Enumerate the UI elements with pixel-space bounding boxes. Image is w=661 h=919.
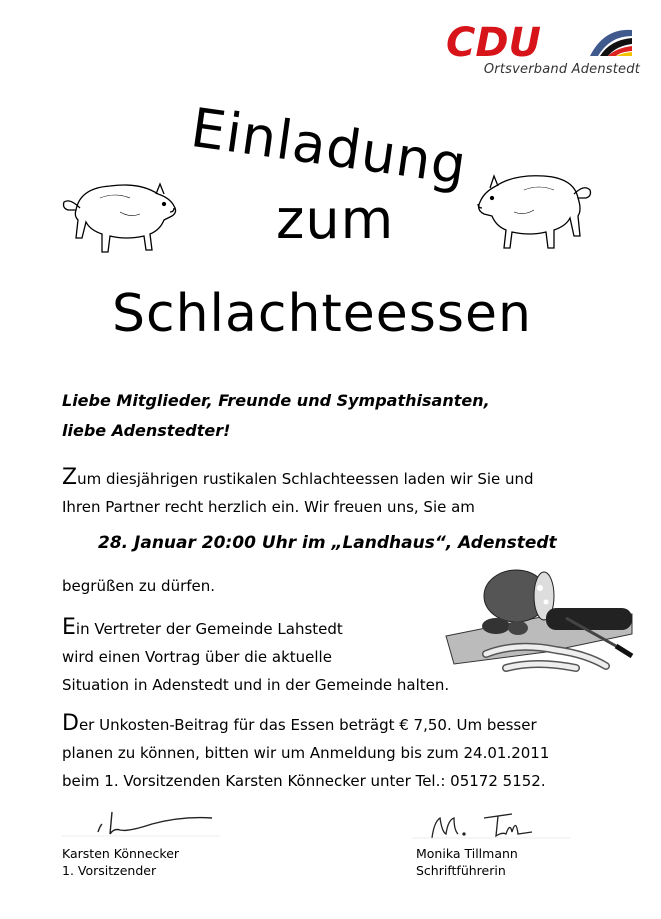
title-schlachteessen: Schlachteessen bbox=[112, 284, 532, 344]
title-einladung: Einladung bbox=[187, 96, 471, 198]
cost-paragraph bbox=[62, 710, 549, 795]
signature-image bbox=[412, 808, 572, 842]
dropcap: D bbox=[62, 711, 79, 736]
ortsverband-label: Ortsverband Adenstedt bbox=[483, 62, 640, 77]
signer-role: 1. Vorsitzender bbox=[62, 863, 157, 878]
speaker-paragraph bbox=[62, 614, 449, 699]
pig-illustration bbox=[60, 168, 180, 258]
salutation-line-2: liebe Adenstedter! bbox=[62, 421, 231, 440]
paragraph-line: wird einen Vortrag über die aktuelle bbox=[62, 648, 332, 666]
signer-name: Karsten Könnecker bbox=[62, 846, 180, 861]
paragraph-line: Situation in Adenstedt und in der Gemeinde halten. bbox=[62, 676, 450, 694]
greeting-line: begrüßen zu dürfen. bbox=[62, 577, 216, 595]
paragraph-line: beim 1. Vorsitzenden Karsten Könnecker unter Tel.: 05172 5152. bbox=[62, 772, 546, 790]
dropcap: Z bbox=[62, 465, 78, 490]
flag-icon bbox=[586, 26, 636, 60]
dropcap: E bbox=[62, 615, 76, 640]
signature-image bbox=[62, 806, 222, 840]
title-zum: zum bbox=[276, 188, 395, 251]
paragraph-line: Ihren Partner recht herzlich ein. Wir freuen uns, Sie am bbox=[62, 498, 475, 516]
invitation-paragraph bbox=[62, 464, 534, 521]
paragraph-line: um diesjährigen rustikalen Schlachteessen laden wir Sie und bbox=[77, 470, 534, 488]
sausage-illustration bbox=[436, 556, 636, 686]
signer-name: Monika Tillmann bbox=[416, 846, 518, 861]
salutation-line-1: Liebe Mitglieder, Freunde und Sympathisanten, bbox=[62, 391, 490, 410]
cdu-wordmark bbox=[444, 22, 584, 62]
signer-role: Schriftführerin bbox=[416, 863, 506, 878]
cdu-logo-text: CDU bbox=[446, 22, 542, 62]
salutation bbox=[62, 386, 490, 446]
cdu-logo bbox=[444, 22, 640, 84]
event-date: 28. Januar 20:00 Uhr im „Landhaus“, Adenstedt bbox=[98, 533, 557, 553]
paragraph-line: planen zu können, bitten wir um Anmeldung bis zum 24.01.2011 bbox=[62, 744, 550, 762]
paragraph-line: in Vertreter der Gemeinde Lahstedt bbox=[75, 620, 343, 638]
pig-illustration bbox=[474, 164, 594, 254]
signature-block-2 bbox=[416, 845, 518, 879]
paragraph-line: er Unkosten-Beitrag für das Essen beträgt € 7,50. Um besser bbox=[78, 716, 537, 734]
signature-block-1 bbox=[62, 845, 179, 879]
